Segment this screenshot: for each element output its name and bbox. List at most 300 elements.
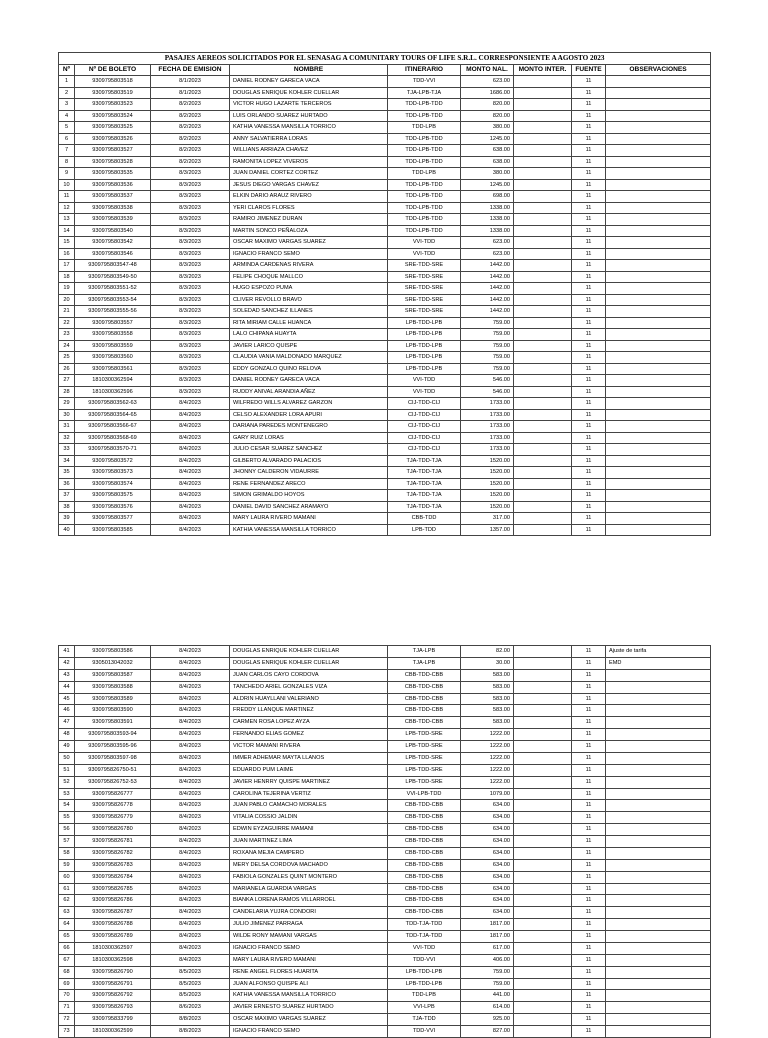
- cell-observations: [606, 260, 711, 272]
- cell-observations: [606, 179, 711, 191]
- cell-row-number: 5: [59, 122, 75, 134]
- cell-source: 11: [572, 895, 606, 907]
- cell-amount-international: [514, 883, 572, 895]
- cell-ticket-number: 9309795803536: [75, 179, 151, 191]
- cell-observations: [606, 524, 711, 536]
- cell-passenger-name: DANIEL DAVID SANCHEZ ARAMAYO: [230, 501, 388, 513]
- table-row: [59, 179, 711, 191]
- cell-passenger-name: ROXANA MEJIA CAMPERO: [230, 847, 388, 859]
- cell-itinerary: TDD-LPB-TDD: [388, 156, 461, 168]
- cell-ticket-number: 9309795826793: [75, 1002, 151, 1014]
- cell-source: 11: [572, 260, 606, 272]
- cell-itinerary: LPB-TDD-LPB: [388, 340, 461, 352]
- cell-itinerary: CBB-TDD-CBB: [388, 812, 461, 824]
- table-row: [59, 741, 711, 753]
- cell-passenger-name: WILFREDO WILLS ALVAREZ GARZON: [230, 398, 388, 410]
- cell-amount-international: [514, 317, 572, 329]
- cell-passenger-name: SIMON GRIMALDO HOYOS: [230, 490, 388, 502]
- cell-source: 11: [572, 478, 606, 490]
- cell-itinerary: TJA-TDD-TJA: [388, 478, 461, 490]
- cell-ticket-number: 9309795803586: [75, 646, 151, 658]
- cell-passenger-name: DANIEL RODNEY GARECA VACA: [230, 76, 388, 88]
- cell-passenger-name: JAVIER HENRRY QUISPE MARTINEZ: [230, 776, 388, 788]
- cell-issue-date: 8/3/2023: [151, 202, 230, 214]
- cell-observations: [606, 375, 711, 387]
- cell-observations: [606, 110, 711, 122]
- cell-itinerary: CBB-TDD-CBB: [388, 836, 461, 848]
- cell-amount-international: [514, 871, 572, 883]
- cell-passenger-name: EDWIN EYZAGUIRRE MAMANI: [230, 824, 388, 836]
- cell-row-number: 64: [59, 919, 75, 931]
- cell-row-number: 69: [59, 978, 75, 990]
- cell-issue-date: 8/3/2023: [151, 283, 230, 295]
- cell-itinerary: CBB-TDD-CBB: [388, 681, 461, 693]
- cell-row-number: 2: [59, 87, 75, 99]
- cell-amount-international: [514, 788, 572, 800]
- cell-source: 11: [572, 122, 606, 134]
- cell-ticket-number: 9309795803574: [75, 478, 151, 490]
- cell-amount-national: 1442.00: [461, 283, 514, 295]
- cell-itinerary: TDD-TJA-TDD: [388, 919, 461, 931]
- cell-row-number: 32: [59, 432, 75, 444]
- cell-amount-international: [514, 776, 572, 788]
- cell-observations: [606, 386, 711, 398]
- cell-issue-date: 8/3/2023: [151, 248, 230, 260]
- cell-row-number: 44: [59, 681, 75, 693]
- cell-source: 11: [572, 294, 606, 306]
- cell-ticket-number: 9309795826791: [75, 978, 151, 990]
- cell-amount-national: 617.00: [461, 942, 514, 954]
- cell-ticket-number: 9309795826750-51: [75, 764, 151, 776]
- table-row: [59, 764, 711, 776]
- cell-amount-national: 698.00: [461, 191, 514, 203]
- cell-itinerary: TDD-VVI: [388, 1026, 461, 1038]
- cell-itinerary: LPB-TDD-SRE: [388, 776, 461, 788]
- cell-source: 11: [572, 490, 606, 502]
- cell-amount-national: 820.00: [461, 99, 514, 111]
- cell-amount-national: 380.00: [461, 122, 514, 134]
- cell-row-number: 42: [59, 657, 75, 669]
- cell-passenger-name: HUGO ESPOZO PUMA: [230, 283, 388, 295]
- cell-amount-national: 759.00: [461, 978, 514, 990]
- cell-amount-national: 1222.00: [461, 752, 514, 764]
- cell-amount-national: 441.00: [461, 990, 514, 1002]
- cell-source: 11: [572, 444, 606, 456]
- cell-amount-national: 634.00: [461, 859, 514, 871]
- cell-observations: [606, 409, 711, 421]
- cell-itinerary: TDD-LPB-TDD: [388, 145, 461, 157]
- cell-ticket-number: 9309795803588: [75, 681, 151, 693]
- cell-source: 11: [572, 717, 606, 729]
- cell-ticket-number: 9309795803570-71: [75, 444, 151, 456]
- cell-ticket-number: 9309795803587: [75, 669, 151, 681]
- table-row: [59, 871, 711, 883]
- cell-row-number: 38: [59, 501, 75, 513]
- cell-passenger-name: FABIOLA GONZALES QUINT MONTERO: [230, 871, 388, 883]
- table-row: [59, 490, 711, 502]
- cell-row-number: 6: [59, 133, 75, 145]
- table-row: [59, 225, 711, 237]
- cell-ticket-number: 9309795803549-50: [75, 271, 151, 283]
- cell-observations: [606, 202, 711, 214]
- cell-row-number: 16: [59, 248, 75, 260]
- cell-passenger-name: JUAN MARTINEZ LIMA: [230, 836, 388, 848]
- cell-row-number: 65: [59, 931, 75, 943]
- cell-itinerary: LPB-TDD: [388, 524, 461, 536]
- cell-passenger-name: GILBERTO ALVARADO PALACIOS: [230, 455, 388, 467]
- cell-passenger-name: DARIANA PAREDES MONTENEGRO: [230, 421, 388, 433]
- cell-source: 11: [572, 271, 606, 283]
- cell-observations: [606, 788, 711, 800]
- cell-observations: [606, 283, 711, 295]
- cell-observations: [606, 432, 711, 444]
- cell-source: 11: [572, 871, 606, 883]
- cell-ticket-number: 9309795803573: [75, 467, 151, 479]
- cell-passenger-name: KATHIA VANESSA MANSILLA TORRICO: [230, 122, 388, 134]
- cell-source: 11: [572, 1026, 606, 1038]
- cell-observations: [606, 156, 711, 168]
- cell-ticket-number: 9309795826782: [75, 847, 151, 859]
- cell-observations: [606, 455, 711, 467]
- cell-row-number: 50: [59, 752, 75, 764]
- cell-issue-date: 8/4/2023: [151, 800, 230, 812]
- cell-issue-date: 8/2/2023: [151, 156, 230, 168]
- table-row: [59, 812, 711, 824]
- cell-issue-date: 8/8/2023: [151, 1014, 230, 1026]
- cell-observations: [606, 883, 711, 895]
- cell-row-number: 53: [59, 788, 75, 800]
- table-row: [59, 421, 711, 433]
- cell-ticket-number: 9309795803526: [75, 133, 151, 145]
- cell-source: 11: [572, 859, 606, 871]
- header-nombre: NOMBRE: [230, 64, 388, 76]
- cell-row-number: 3: [59, 99, 75, 111]
- cell-source: 11: [572, 954, 606, 966]
- table-row: [59, 248, 711, 260]
- cell-amount-national: 1338.00: [461, 214, 514, 226]
- cell-passenger-name: LALO CHIPANA HUAYTA: [230, 329, 388, 341]
- cell-amount-national: 406.00: [461, 954, 514, 966]
- cell-observations: [606, 76, 711, 88]
- cell-ticket-number: 9309795826789: [75, 931, 151, 943]
- cell-observations: [606, 248, 711, 260]
- cell-issue-date: 8/4/2023: [151, 444, 230, 456]
- cell-observations: [606, 225, 711, 237]
- cell-amount-national: 583.00: [461, 669, 514, 681]
- cell-itinerary: SRE-TDD-SRE: [388, 294, 461, 306]
- cell-ticket-number: 9309795826786: [75, 895, 151, 907]
- cell-issue-date: 8/3/2023: [151, 271, 230, 283]
- cell-amount-national: 634.00: [461, 883, 514, 895]
- header-boleto: Nº DE BOLETO: [75, 64, 151, 76]
- cell-source: 11: [572, 729, 606, 741]
- cell-row-number: 13: [59, 214, 75, 226]
- cell-row-number: 73: [59, 1026, 75, 1038]
- cell-source: 11: [572, 375, 606, 387]
- cell-source: 11: [572, 248, 606, 260]
- cell-itinerary: TDD-LPB-TDD: [388, 202, 461, 214]
- cell-itinerary: LPB-TDD-LPB: [388, 317, 461, 329]
- cell-issue-date: 8/2/2023: [151, 122, 230, 134]
- cell-ticket-number: 9309795826779: [75, 812, 151, 824]
- cell-row-number: 40: [59, 524, 75, 536]
- cell-ticket-number: 9309795803590: [75, 705, 151, 717]
- cell-ticket-number: 9309795803540: [75, 225, 151, 237]
- cell-itinerary: TJA-LPB: [388, 657, 461, 669]
- cell-issue-date: 8/4/2023: [151, 752, 230, 764]
- cell-issue-date: 8/4/2023: [151, 524, 230, 536]
- cell-observations: [606, 490, 711, 502]
- table-row: [59, 87, 711, 99]
- cell-passenger-name: RITA MIRIAM CALLE HUANCA: [230, 317, 388, 329]
- cell-source: 11: [572, 352, 606, 364]
- cell-observations: [606, 99, 711, 111]
- cell-itinerary: SRE-TDD-SRE: [388, 306, 461, 318]
- cell-passenger-name: JESUS DIEGO VARGAS CHAVEZ: [230, 179, 388, 191]
- cell-ticket-number: 9309795803542: [75, 237, 151, 249]
- cell-passenger-name: BIANKA LORENA RAMOS VILLARROEL: [230, 895, 388, 907]
- cell-passenger-name: ELKIN DARIO ARAUZ RIVERO: [230, 191, 388, 203]
- cell-observations: [606, 895, 711, 907]
- cell-row-number: 46: [59, 705, 75, 717]
- cell-ticket-number: 9309795826784: [75, 871, 151, 883]
- cell-observations: [606, 363, 711, 375]
- cell-row-number: 29: [59, 398, 75, 410]
- cell-observations: [606, 800, 711, 812]
- cell-amount-national: 614.00: [461, 1002, 514, 1014]
- cell-amount-international: [514, 352, 572, 364]
- cell-amount-international: [514, 87, 572, 99]
- cell-observations: [606, 352, 711, 364]
- cell-issue-date: 8/4/2023: [151, 467, 230, 479]
- cell-row-number: 71: [59, 1002, 75, 1014]
- cell-row-number: 68: [59, 966, 75, 978]
- cell-source: 11: [572, 657, 606, 669]
- cell-issue-date: 8/3/2023: [151, 375, 230, 387]
- cell-source: 11: [572, 202, 606, 214]
- table-row: [59, 752, 711, 764]
- cell-amount-national: 1222.00: [461, 764, 514, 776]
- cell-observations: [606, 168, 711, 180]
- cell-row-number: 63: [59, 907, 75, 919]
- cell-issue-date: 8/4/2023: [151, 681, 230, 693]
- cell-issue-date: 8/4/2023: [151, 942, 230, 954]
- cell-passenger-name: CLAUDIA VANIA MALDONADO MARQUEZ: [230, 352, 388, 364]
- cell-amount-international: [514, 978, 572, 990]
- cell-row-number: 30: [59, 409, 75, 421]
- document-title: PASAJES AEREOS SOLICITADOS POR EL SENASAG A COMUNITARY TOURS OF LIFE S.R.L. CORRESPONSIENTE A AGOSTO 2023: [59, 53, 711, 65]
- cell-row-number: 20: [59, 294, 75, 306]
- cell-issue-date: 8/3/2023: [151, 168, 230, 180]
- cell-amount-international: [514, 513, 572, 525]
- cell-ticket-number: 9309795803593-94: [75, 729, 151, 741]
- cell-amount-national: 634.00: [461, 812, 514, 824]
- cell-amount-international: [514, 657, 572, 669]
- cell-amount-international: [514, 283, 572, 295]
- cell-amount-international: [514, 237, 572, 249]
- cell-row-number: 41: [59, 646, 75, 658]
- cell-issue-date: 8/3/2023: [151, 260, 230, 272]
- cell-amount-international: [514, 859, 572, 871]
- cell-observations: [606, 329, 711, 341]
- table-row: [59, 513, 711, 525]
- cell-ticket-number: 9309795803519: [75, 87, 151, 99]
- cell-passenger-name: MERY DELSA CORDOVA MACHADO: [230, 859, 388, 871]
- cell-passenger-name: JUAN PABLO CAMACHO MORALES: [230, 800, 388, 812]
- cell-observations: [606, 306, 711, 318]
- table-row: [59, 859, 711, 871]
- cell-ticket-number: 9309795826780: [75, 824, 151, 836]
- cell-issue-date: 8/3/2023: [151, 352, 230, 364]
- cell-issue-date: 8/4/2023: [151, 693, 230, 705]
- table-row: [59, 455, 711, 467]
- cell-observations: [606, 1026, 711, 1038]
- cell-issue-date: 8/3/2023: [151, 214, 230, 226]
- table-row: [59, 283, 711, 295]
- cell-row-number: 55: [59, 812, 75, 824]
- cell-source: 11: [572, 398, 606, 410]
- cell-row-number: 48: [59, 729, 75, 741]
- cell-passenger-name: KATHIA VANESSA MANSILLA TORRICO: [230, 990, 388, 1002]
- cell-observations: [606, 859, 711, 871]
- cell-issue-date: 8/3/2023: [151, 340, 230, 352]
- table-row: [59, 919, 711, 931]
- cell-passenger-name: VITALIA COSSIO JALDIN: [230, 812, 388, 824]
- cell-passenger-name: RENE ANGEL FLORES HUARITA: [230, 966, 388, 978]
- cell-passenger-name: KATHIA VANESSA MANSILLA TORRICO: [230, 524, 388, 536]
- cell-itinerary: TDD-LPB-TDD: [388, 214, 461, 226]
- cell-passenger-name: TANCHEDO ARIEL GONZALES VIZA: [230, 681, 388, 693]
- cell-itinerary: TDD-LPB: [388, 990, 461, 1002]
- cell-amount-national: 380.00: [461, 168, 514, 180]
- cell-source: 11: [572, 421, 606, 433]
- cell-observations: [606, 705, 711, 717]
- cell-amount-national: 638.00: [461, 145, 514, 157]
- cell-amount-national: 1222.00: [461, 729, 514, 741]
- cell-issue-date: 8/1/2023: [151, 87, 230, 99]
- cell-passenger-name: JULIO CESAR SUAREZ SANCHEZ: [230, 444, 388, 456]
- cell-itinerary: TDD-LPB-TDD: [388, 225, 461, 237]
- cell-itinerary: LPB-TDD-LPB: [388, 352, 461, 364]
- cell-passenger-name: VICTOR MAMANI RIVERA: [230, 741, 388, 753]
- cell-amount-international: [514, 931, 572, 943]
- cell-row-number: 66: [59, 942, 75, 954]
- cell-itinerary: LPB-TDD-SRE: [388, 741, 461, 753]
- cell-amount-national: 634.00: [461, 871, 514, 883]
- cell-ticket-number: 9309795803558: [75, 329, 151, 341]
- cell-issue-date: 8/4/2023: [151, 501, 230, 513]
- cell-ticket-number: 9309795803551-52: [75, 283, 151, 295]
- cell-source: 11: [572, 145, 606, 157]
- cell-observations: [606, 836, 711, 848]
- cell-source: 11: [572, 681, 606, 693]
- cell-itinerary: CIJ-TDD-CIJ: [388, 421, 461, 433]
- cell-ticket-number: 9305013042032: [75, 657, 151, 669]
- cell-itinerary: LPB-TDD-SRE: [388, 752, 461, 764]
- cell-amount-international: [514, 907, 572, 919]
- tickets-table-page-2: [58, 645, 711, 1038]
- table-row: [59, 800, 711, 812]
- cell-passenger-name: JUAN DANIEL CORTEZ CORTEZ: [230, 168, 388, 180]
- cell-row-number: 45: [59, 693, 75, 705]
- cell-issue-date: 8/4/2023: [151, 432, 230, 444]
- cell-source: 11: [572, 87, 606, 99]
- cell-source: 11: [572, 788, 606, 800]
- cell-itinerary: LPB-TDD-LPB: [388, 966, 461, 978]
- cell-row-number: 15: [59, 237, 75, 249]
- cell-ticket-number: 9309795803524: [75, 110, 151, 122]
- cell-itinerary: SRE-TDD-SRE: [388, 283, 461, 295]
- cell-issue-date: 8/3/2023: [151, 317, 230, 329]
- table-row: [59, 237, 711, 249]
- table-row: [59, 352, 711, 364]
- cell-amount-national: 1222.00: [461, 776, 514, 788]
- cell-amount-international: [514, 467, 572, 479]
- cell-amount-national: 827.00: [461, 1026, 514, 1038]
- table-row: [59, 340, 711, 352]
- cell-source: 11: [572, 501, 606, 513]
- table-row: [59, 478, 711, 490]
- cell-itinerary: TDD-LPB-TDD: [388, 133, 461, 145]
- cell-row-number: 51: [59, 764, 75, 776]
- cell-itinerary: TDD-LPB-TDD: [388, 99, 461, 111]
- cell-row-number: 24: [59, 340, 75, 352]
- table-row: [59, 931, 711, 943]
- cell-amount-international: [514, 409, 572, 421]
- cell-source: 11: [572, 919, 606, 931]
- cell-row-number: 22: [59, 317, 75, 329]
- cell-passenger-name: IGNACIO FRANCO SEMO: [230, 1026, 388, 1038]
- cell-amount-international: [514, 179, 572, 191]
- cell-row-number: 10: [59, 179, 75, 191]
- table-row: [59, 836, 711, 848]
- cell-amount-national: 1817.00: [461, 919, 514, 931]
- cell-source: 11: [572, 883, 606, 895]
- cell-ticket-number: 9309795826787: [75, 907, 151, 919]
- cell-amount-national: 759.00: [461, 329, 514, 341]
- cell-passenger-name: CLIVER REVOLLO BRAVO: [230, 294, 388, 306]
- cell-itinerary: VVI-LPB-TDD: [388, 788, 461, 800]
- table-row: [59, 942, 711, 954]
- cell-observations: EMD: [606, 657, 711, 669]
- cell-row-number: 27: [59, 375, 75, 387]
- cell-source: 11: [572, 907, 606, 919]
- table-row: [59, 681, 711, 693]
- cell-ticket-number: 1810300362597: [75, 942, 151, 954]
- cell-amount-international: [514, 717, 572, 729]
- cell-observations: [606, 764, 711, 776]
- cell-source: 11: [572, 646, 606, 658]
- cell-amount-national: 1442.00: [461, 306, 514, 318]
- cell-row-number: 11: [59, 191, 75, 203]
- cell-passenger-name: IMMER ADHEMAR MAYTA LLANOS: [230, 752, 388, 764]
- cell-amount-international: [514, 836, 572, 848]
- cell-ticket-number: 9309795803547-48: [75, 260, 151, 272]
- cell-issue-date: 8/4/2023: [151, 907, 230, 919]
- cell-source: 11: [572, 432, 606, 444]
- cell-issue-date: 8/4/2023: [151, 455, 230, 467]
- cell-itinerary: CBB-TDD-CBB: [388, 717, 461, 729]
- cell-amount-international: [514, 847, 572, 859]
- cell-ticket-number: 9309795803577: [75, 513, 151, 525]
- cell-observations: [606, 871, 711, 883]
- cell-row-number: 43: [59, 669, 75, 681]
- cell-issue-date: 8/4/2023: [151, 859, 230, 871]
- cell-itinerary: CBB-TDD-CBB: [388, 847, 461, 859]
- cell-itinerary: CIJ-TDD-CIJ: [388, 432, 461, 444]
- cell-issue-date: 8/4/2023: [151, 836, 230, 848]
- cell-row-number: 19: [59, 283, 75, 295]
